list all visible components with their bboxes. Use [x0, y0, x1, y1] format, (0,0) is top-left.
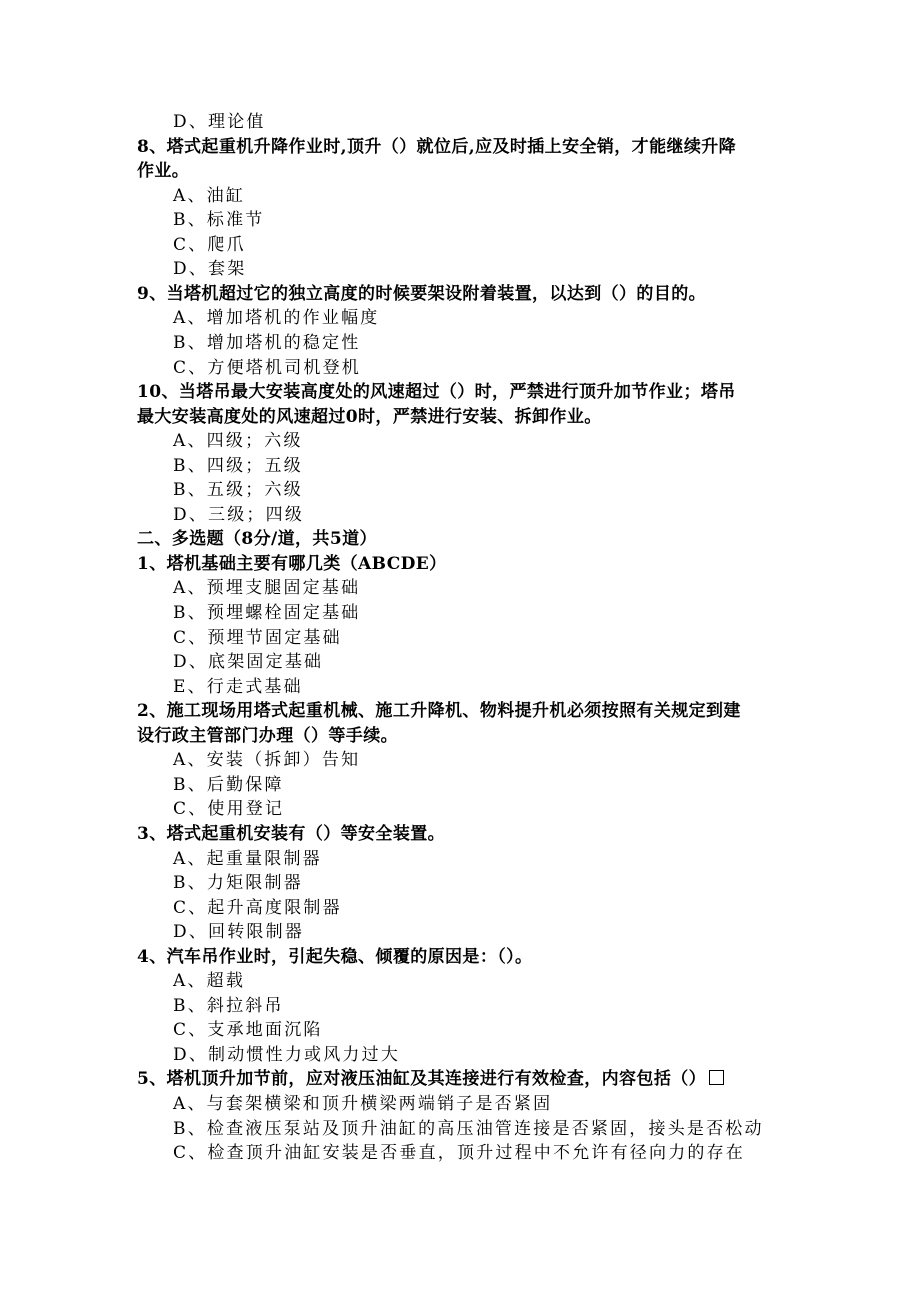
question-text: 设行政主管部门办理（）等手续。 [137, 726, 398, 746]
answer-option: C、支承地面沉陷 [173, 1020, 323, 1040]
section-heading: 二、多选题（8分/道，共5道） [137, 529, 377, 549]
question-text: 3、塔式起重机安装有（）等安全装置。 [137, 824, 446, 844]
answer-option: C、方便塔机司机登机 [173, 358, 362, 378]
answer-option: A、预埋支腿固定基础 [173, 578, 361, 598]
answer-option: C、使用登记 [173, 799, 285, 819]
answer-option: B、五级；六级 [173, 480, 303, 500]
answer-option: D、制动惯性力或风力过大 [173, 1045, 401, 1065]
question-text: 4、汽车吊作业时，引起失稳、倾覆的原因是：（）。 [137, 947, 533, 967]
question-text: 9、当塔机超过它的独立高度的时候要架设附着装置，以达到（）的目的。 [137, 284, 707, 304]
answer-option: C、爬爪 [173, 235, 246, 255]
checkbox-square-icon [709, 1070, 724, 1085]
answer-option: B、斜拉斜吊 [173, 996, 284, 1016]
answer-option: A、增加塔机的作业幅度 [173, 308, 380, 328]
question-text: 2、施工现场用塔式起重机械、施工升降机、物料提升机必须按照有关规定到建 [137, 701, 741, 721]
answer-option: B、后勤保障 [173, 775, 284, 795]
question-text: 8、塔式起重机升降作业时,顶升（）就位后,应及时插上安全销，才能继续升降 [137, 137, 737, 157]
question-text: 10、当塔吊最大安装高度处的风速超过（）时，严禁进行顶升加节作业；塔吊 [137, 382, 736, 402]
answer-option: B、检查液压泵站及顶升油缸的高压油管连接是否紧固，接头是否松动 [173, 1119, 764, 1139]
answer-option: A、与套架横梁和顶升横梁两端销子是否紧固 [173, 1094, 553, 1114]
answer-option: B、增加塔机的稳定性 [173, 333, 361, 353]
question-text: 1、塔机基础主要有哪几类（ABCDE） [137, 554, 447, 574]
answer-option: B、力矩限制器 [173, 873, 303, 893]
answer-option: D、理论值 [173, 112, 266, 132]
question-text: 作业。 [137, 161, 190, 181]
question-text: 5、塔机顶升加节前，应对液压油缸及其连接进行有效检查，内容包括（） [137, 1069, 724, 1089]
answer-option: A、起重量限制器 [173, 849, 322, 869]
answer-option: C、起升高度限制器 [173, 898, 342, 918]
answer-option: A、油缸 [173, 186, 246, 206]
answer-option: B、四级；五级 [173, 456, 303, 476]
answer-option: D、底架固定基础 [173, 652, 324, 672]
answer-option: A、四级；六级 [173, 431, 303, 451]
answer-option: E、行走式基础 [173, 677, 303, 697]
answer-option: C、检查顶升油缸安装是否垂直，顶升过程中不允许有径向力的存在 [173, 1143, 746, 1163]
answer-option: C、预埋节固定基础 [173, 628, 342, 648]
answer-option: B、预埋螺栓固定基础 [173, 603, 361, 623]
answer-option: D、套架 [173, 259, 247, 279]
answer-option: A、安装（拆卸）告知 [173, 750, 361, 770]
answer-option: D、回转限制器 [173, 922, 305, 942]
answer-option: A、超载 [173, 971, 246, 991]
question-text: 最大安装高度处的风速超过0时，严禁进行安装、拆卸作业。 [137, 407, 602, 427]
answer-option: D、三级；四级 [173, 505, 305, 525]
answer-option: B、标准节 [173, 210, 265, 230]
